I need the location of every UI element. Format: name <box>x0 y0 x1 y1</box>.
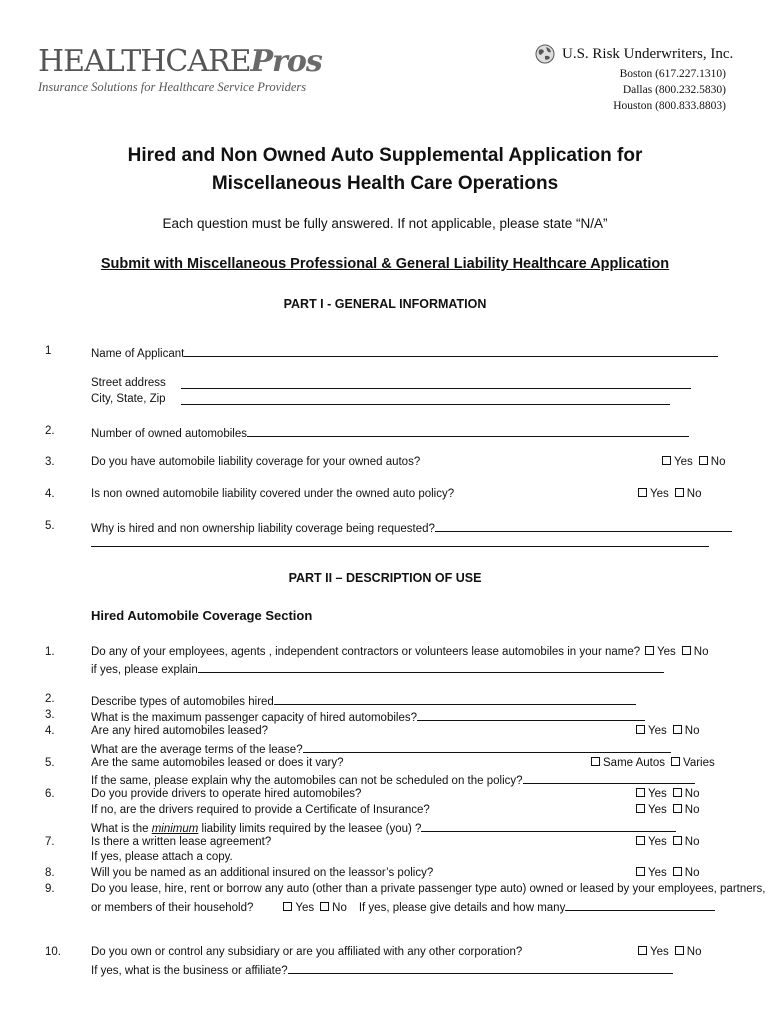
p2-q4-no-checkbox[interactable] <box>673 725 682 734</box>
yes-label: Yes <box>648 788 667 800</box>
yes-label: Yes <box>648 725 667 737</box>
p2-q6-sub1-yes-checkbox[interactable] <box>636 804 645 813</box>
same-autos-label: Same Autos <box>603 757 666 769</box>
submit-note: Submit with Miscellaneous Professional & General Liability Healthcare Application <box>100 256 670 272</box>
p2-q7-yes-checkbox[interactable] <box>636 836 645 845</box>
coverage-reason-field-line2[interactable] <box>91 546 709 547</box>
min-limits-label-pre: What is the <box>91 823 152 835</box>
p2-q6-no-checkbox[interactable] <box>673 788 682 797</box>
p2-q4-number: 4. <box>45 725 55 737</box>
p2-q6-sub2-row <box>91 820 676 835</box>
p2-q1-sub-row <box>91 661 664 676</box>
p1-q3-label: Do you have automobile liability coverage for your owned autos? <box>91 456 421 468</box>
owned-autos-label: Number of owned automobiles <box>91 428 247 440</box>
hired-auto-section-heading: Hired Automobile Coverage Section <box>91 608 313 623</box>
p2-q3-number: 3. <box>45 709 55 721</box>
p2-q3-row <box>91 709 645 724</box>
logo-pros-text: Pros <box>250 44 322 79</box>
yes-label: Yes <box>650 488 669 500</box>
how-many-label: If yes, please give details and how many <box>358 902 566 914</box>
p2-q5-sub-row <box>91 772 695 787</box>
varies-checkbox[interactable] <box>671 757 680 766</box>
p2-q10-no-checkbox[interactable] <box>675 946 684 955</box>
applicant-name-label: Name of Applicant <box>91 348 185 360</box>
yes-label: Yes <box>650 946 669 958</box>
no-label: No <box>332 902 347 914</box>
no-label: No <box>710 456 726 468</box>
p2-q5-number: 5. <box>45 757 55 769</box>
auto-types-label: Describe types of automobiles hired <box>91 696 274 708</box>
p2-q1-label: Do any of your employees, agents , independent contractors or volunteers lease automobiles in your name? <box>91 646 641 658</box>
no-label: No <box>684 804 700 816</box>
affiliate-field[interactable] <box>288 962 673 974</box>
p1-q3-options <box>662 456 725 468</box>
p1-q4-number: 4. <box>45 488 55 500</box>
p2-q9-sub-row <box>91 899 715 914</box>
same-autos-checkbox[interactable] <box>591 757 600 766</box>
form-title-line1: Hired and Non Owned Auto Supplemental Application for <box>127 145 643 166</box>
no-label: No <box>684 867 700 879</box>
passenger-capacity-field[interactable] <box>417 709 645 721</box>
p2-q10-label: Do you own or control any subsidiary or are you affiliated with any other corporation? <box>91 946 523 958</box>
owned-autos-field[interactable] <box>247 425 689 437</box>
p2-q1-explain-field[interactable] <box>198 661 664 673</box>
how-many-field[interactable] <box>565 899 715 911</box>
varies-label: Varies <box>683 757 715 769</box>
p2-q4-yes-checkbox[interactable] <box>636 725 645 734</box>
p2-q7-no-checkbox[interactable] <box>673 836 682 845</box>
yes-label: Yes <box>648 836 667 848</box>
p2-q5-options <box>591 757 715 769</box>
p2-q9-yes-checkbox[interactable] <box>283 902 292 911</box>
min-limits-field[interactable] <box>421 820 676 832</box>
p2-q10-sub-row <box>91 962 673 977</box>
p2-q4-options <box>636 725 699 737</box>
p2-q8-label: Will you be named as an additional insured on the leassor’s policy? <box>91 867 434 879</box>
p2-q7-label: Is there a written lease agreement? <box>91 836 272 848</box>
no-label: No <box>684 725 700 737</box>
no-label: No <box>684 788 700 800</box>
no-label: No <box>693 646 709 658</box>
office-dallas: Dallas (800.232.5830) <box>622 84 726 96</box>
p1-q4-label: Is non owned automobile liability covered under the owned auto policy? <box>91 488 455 500</box>
schedule-explain-label: If the same, please explain why the automobiles can not be scheduled on the policy? <box>91 775 523 787</box>
globe-icon <box>535 44 555 64</box>
p2-q10-yes-checkbox[interactable] <box>638 946 647 955</box>
p1-q3-number: 3. <box>45 456 55 468</box>
city-state-zip-field[interactable] <box>181 404 670 405</box>
p2-q10-options <box>638 946 701 958</box>
yes-label: Yes <box>648 867 667 879</box>
passenger-capacity-label: What is the maximum passenger capacity of hired automobiles? <box>91 712 417 724</box>
street-address-label: Street address <box>91 377 166 389</box>
yes-label: Yes <box>648 804 667 816</box>
instruction-text: Each question must be fully answered. If not applicable, please state “N/A” <box>162 216 608 231</box>
p1-q1-row <box>91 345 718 360</box>
coverage-reason-field[interactable] <box>435 520 732 532</box>
p2-q2-number: 2. <box>45 693 55 705</box>
p2-q8-yes-checkbox[interactable] <box>636 867 645 876</box>
part2-heading: PART II – DESCRIPTION OF USE <box>288 571 482 585</box>
min-limits-label-emphasis: minimum <box>151 823 199 835</box>
no-label: No <box>686 488 702 500</box>
p2-q5-label: Are the same automobiles leased or does it vary? <box>91 757 344 769</box>
yes-label: Yes <box>674 456 693 468</box>
p2-q9-number: 9. <box>45 883 55 895</box>
coverage-reason-label: Why is hired and non ownership liability coverage being requested? <box>91 523 435 535</box>
p2-q6-sub1-options <box>636 804 699 816</box>
p2-q6-sub1-no-checkbox[interactable] <box>673 804 682 813</box>
p2-q8-no-checkbox[interactable] <box>673 867 682 876</box>
healthcarepros-logo <box>38 44 322 79</box>
p1-q2-row <box>91 425 689 440</box>
p2-q4-sub-row <box>91 741 671 756</box>
applicant-name-field[interactable] <box>184 345 718 357</box>
no-label: No <box>684 836 700 848</box>
p2-q6-yes-checkbox[interactable] <box>636 788 645 797</box>
yes-label: Yes <box>657 646 676 658</box>
auto-types-field[interactable] <box>274 693 636 705</box>
p1-q1-number: 1 <box>45 345 52 357</box>
p2-q7-sub-label: If yes, please attach a copy. <box>91 851 233 863</box>
yes-label: Yes <box>295 902 315 914</box>
p2-q2-row <box>91 693 636 708</box>
part1-heading: PART I - GENERAL INFORMATION <box>283 297 487 311</box>
office-houston: Houston (800.833.8803) <box>613 100 726 112</box>
p2-q1-number: 1. <box>45 646 55 658</box>
p1-q3-no-checkbox[interactable] <box>699 456 708 465</box>
logo-tagline: Insurance Solutions for Healthcare Service Providers <box>38 80 307 94</box>
p1-q2-number: 2. <box>45 425 55 437</box>
p2-q7-options <box>636 836 699 848</box>
office-boston: Boston (617.227.1310) <box>619 68 726 80</box>
p2-q1-options <box>645 646 708 658</box>
p2-q9-no-checkbox[interactable] <box>320 902 329 911</box>
logo-main-text: HEALTHCARE <box>38 44 251 79</box>
p2-q7-number: 7. <box>45 836 55 848</box>
lease-terms-field[interactable] <box>303 741 671 753</box>
p1-q4-options <box>638 488 701 500</box>
min-limits-label-post: liability limits required by the leasee (you) ? <box>198 823 422 835</box>
p1-q5-row <box>91 520 732 535</box>
lease-terms-label: What are the average terms of the lease? <box>91 744 303 756</box>
affiliate-label: If yes, what is the business or affiliate? <box>91 965 288 977</box>
city-state-zip-label: City, State, Zip <box>91 393 166 405</box>
p1-q4-yes-checkbox[interactable] <box>638 488 647 497</box>
p2-q1-explain-label: if yes, please explain <box>91 664 198 676</box>
p2-q6-number: 6. <box>45 788 55 800</box>
p2-q8-options <box>636 867 699 879</box>
no-label: No <box>686 946 702 958</box>
p2-q1-yes-checkbox[interactable] <box>645 646 654 655</box>
p1-q5-number: 5. <box>45 520 55 532</box>
firm-name: U.S. Risk Underwriters, Inc. <box>562 46 734 62</box>
p2-q6-sub1-label: If no, are the drivers required to provide a Certificate of Insurance? <box>91 804 430 816</box>
p2-q6-options <box>636 788 699 800</box>
p2-q4-label: Are any hired automobiles leased? <box>91 725 269 737</box>
schedule-explain-field[interactable] <box>523 772 695 784</box>
p2-q1-no-checkbox[interactable] <box>682 646 691 655</box>
p1-q4-no-checkbox[interactable] <box>675 488 684 497</box>
household-label: or members of their household? <box>91 902 254 914</box>
p2-q9-label: Do you lease, hire, rent or borrow any auto (other than a private passenger type auto) owned or leased by your employees, partners, <box>91 883 766 895</box>
p2-q8-number: 8. <box>45 867 55 879</box>
p1-q3-yes-checkbox[interactable] <box>662 456 671 465</box>
p2-q10-number: 10. <box>45 946 61 958</box>
form-title-line2: Miscellaneous Health Care Operations <box>211 173 559 194</box>
street-address-field[interactable] <box>181 388 691 389</box>
p2-q6-label: Do you provide drivers to operate hired automobiles? <box>91 788 362 800</box>
